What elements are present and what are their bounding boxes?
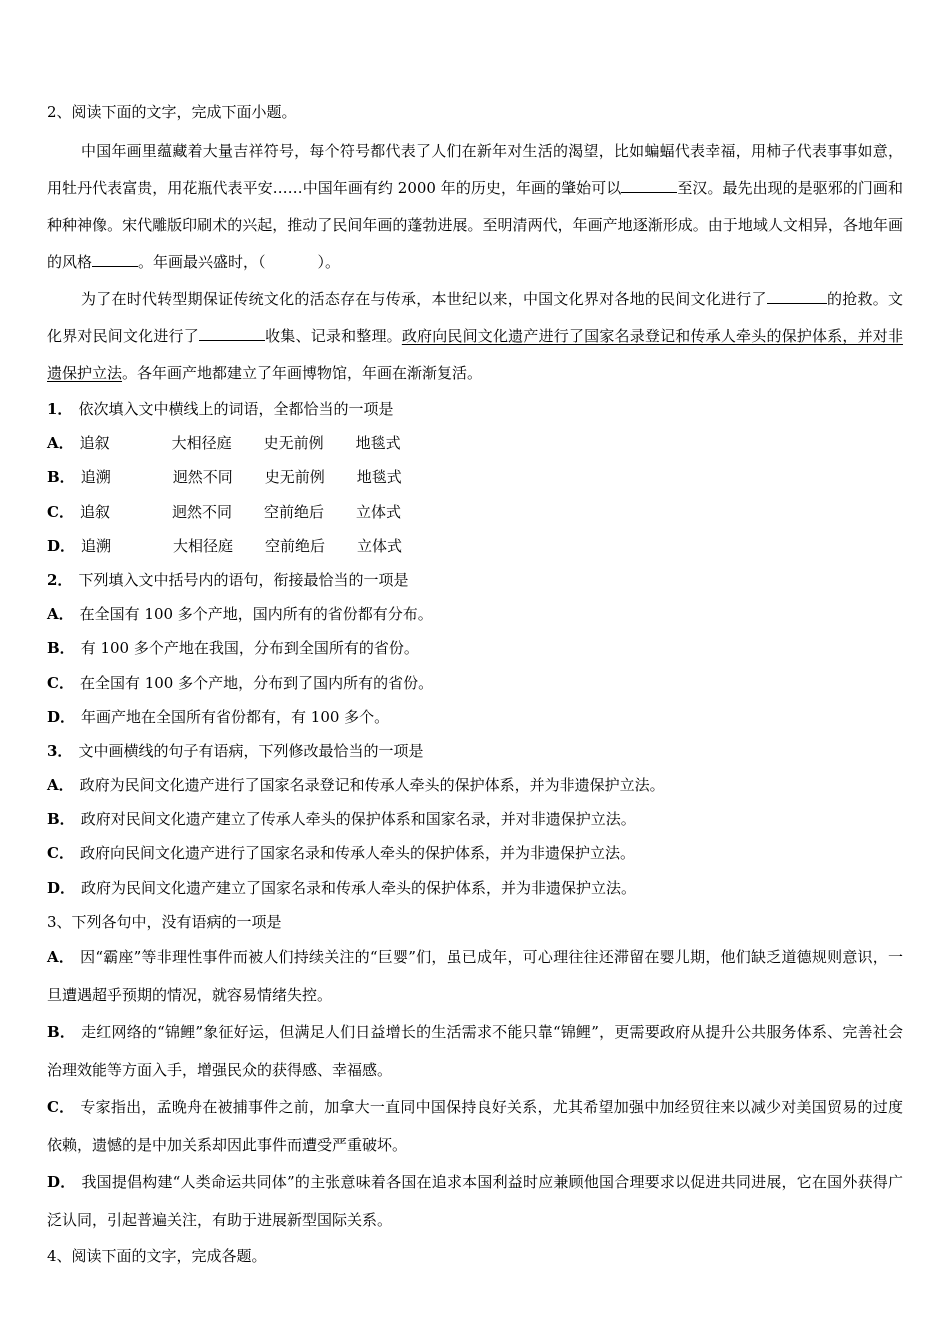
section4-heading: 4、阅读下面的文字，完成各题。 <box>47 1247 267 1265</box>
question-3-option-a: A． 政府为民间文化遗产进行了国家名录登记和传承人牵头的保护体系，并为非遗保护立法。 <box>47 776 665 795</box>
exam-page <box>47 95 903 1273</box>
question-1-option-b: B． 追溯 迥然不同 史无前例 地毯式 <box>47 468 402 487</box>
blank-3 <box>767 289 827 304</box>
blank-2 <box>92 252 138 267</box>
section2-paragraph-1 <box>47 133 903 281</box>
question-2-option-b: B． 有 100 多个产地在我国，分布到全国所有的省份。 <box>47 639 419 658</box>
blank-1 <box>621 178 677 193</box>
section3-option-c: C． 专家指出，孟晚舟在被捕事件之前，加拿大一直同中国保持良好关系，尤其希望加强中加经贸往来以减少对美国贸易的过度依赖，遗憾的是中加关系却因此事件而遭受严重破坏。 <box>47 1098 903 1154</box>
question-3-option-b: B． 政府对民间文化遗产建立了传承人牵头的保护体系和国家名录，并对非遗保护立法。 <box>47 810 636 829</box>
section3-option-b: B． 走红网络的“锦鲤”象征好运，但满足人们日益增长的生活需求不能只靠“锦鲤”，更需要政府从提升公共服务体系、完善社会治理效能等方面入手，增强民众的获得感、幸福感。 <box>47 1023 903 1079</box>
question-1-option-d: D． 追溯 大相径庭 空前绝后 立体式 <box>47 536 403 555</box>
para2-text-1: 为了在时代转型期保证传统文化的活态存在与传承，本世纪以来，中国文化界对各地的民间文化进行了 <box>81 290 767 308</box>
question-1-option-c: C． 追叙 迥然不同 空前绝后 立体式 <box>47 502 401 521</box>
para1-text-1: 中国年画里蕴藏着大量吉祥符号，每个符号都代表了人们在新年对生活的渴望，比如蝙蝠代表幸福，用柿子代表事事如意，用牡丹代表富贵，用花瓶代表平安……中国年画有约 2000 年的历史，年画的肇始可以 <box>47 142 903 197</box>
question-1-option-a: A． 追叙 大相径庭 史无前例 地毯式 <box>47 434 401 453</box>
para1-text-3: 。年画最兴盛时，（ <box>138 253 266 271</box>
para2-text-2: 的抢救。文化界对民间文化进行了 <box>47 290 903 345</box>
blank-4 <box>199 326 265 341</box>
para1-text-4: ）。 <box>317 253 341 271</box>
question-2-stem: 2． 下列填入文中括号内的语句，衔接最恰当的一项是 <box>47 570 409 589</box>
question-2-option-a: A． 在全国有 100 多个产地，国内所有的省份都有分布。 <box>47 605 433 624</box>
section2-paragraph-2 <box>47 281 903 392</box>
question-2-option-c: C． 在全国有 100 多个产地，分布到了国内所有的省份。 <box>47 673 434 692</box>
question-2-option-d: D． 年画产地在全国所有省份都有，有 100 多个。 <box>47 707 390 726</box>
section2-heading: 2、阅读下面的文字，完成下面小题。 <box>47 103 297 121</box>
section3-option-a: A． 因“霸座”等非理性事件而被人们持续关注的“巨婴”们，虽已成年，可心理往往还滞留在婴儿期，他们缺乏道德规则意识，一旦遭遇超乎预期的情况，就容易情绪失控。 <box>47 948 904 1004</box>
question-3-option-c: C． 政府向民间文化遗产进行了国家名录和传承人牵头的保护体系，并为非遗保护立法。 <box>47 844 635 863</box>
question-3-option-d: D． 政府为民间文化遗产建立了国家名录和传承人牵头的保护体系，并为非遗保护立法。 <box>47 878 637 897</box>
para2-text-3: 收集、记录和整理。 <box>264 327 402 345</box>
underlined-sentence: 政府向民间文化遗产进行了国家名录登记和传承人牵头的保护体系，并对非遗保护立法 <box>47 327 903 382</box>
section3-heading: 3、下列各句中，没有语病的一项是 <box>47 912 282 931</box>
para1-text-2: 至汉。最先出现的是驱邪的门画和种种神像。宋代雕版印刷术的兴起，推动了民间年画的蓬勃进展。至明清两代，年画产地逐渐形成。由于地域人文相异，各地年画的风格 <box>47 179 903 271</box>
section3-option-d: D． 我国提倡构建“人类命运共同体”的主张意味着各国在追求本国利益时应兼顾他国合理要求以促进共同进展，它在国外获得广泛认同，引起普遍关注，有助于进展新型国际关系。 <box>47 1173 904 1229</box>
para2-text-4: 。各年画产地都建立了年画博物馆，年画在渐渐复活。 <box>122 364 483 382</box>
question-3-stem: 3． 文中画横线的句子有语病，下列修改最恰当的一项是 <box>47 741 424 760</box>
question-1-stem: 1． 依次填入文中横线上的词语，全都恰当的一项是 <box>47 400 394 418</box>
